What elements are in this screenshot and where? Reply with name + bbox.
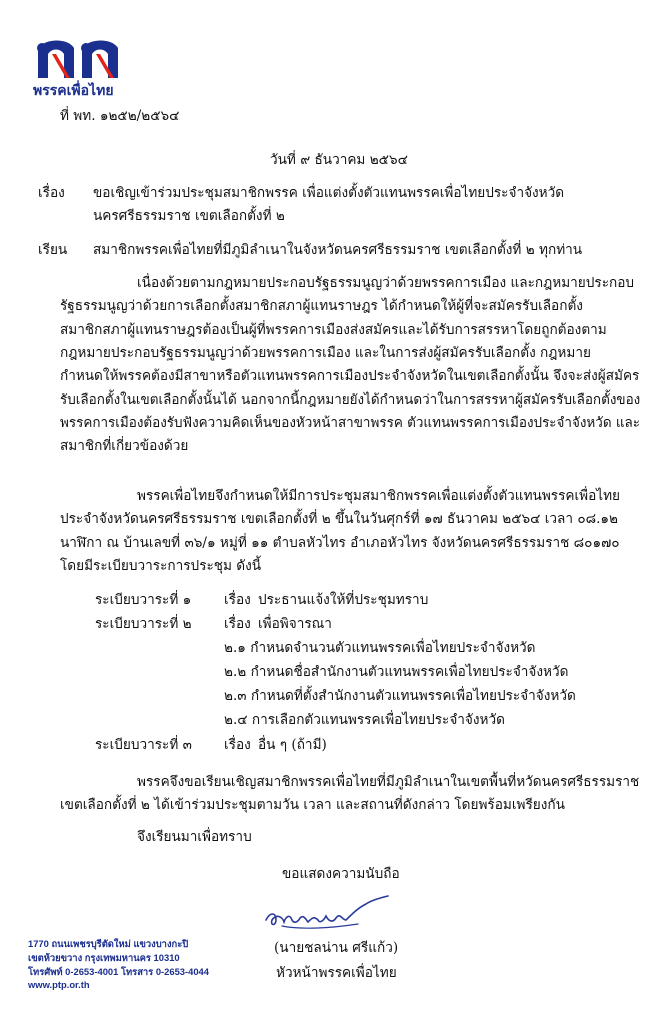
paragraph-line: กฎหมายประกอบรัฐธรรมนูญว่าด้วยพรรคการเมือง และในการส่งผู้สมัครรับเลือกตั้ง กฎหมาย bbox=[60, 344, 591, 361]
agenda-subitem: ๒.๒ กำหนดชื่อสำนักงานตัวแทนพรรคเพื่อไทยประจำจังหวัด bbox=[224, 664, 569, 680]
to-label: เรียน bbox=[38, 242, 68, 258]
footer-address-line: 1770 ถนนเพชรบุรีตัดใหม่ แขวงบางกะปิ bbox=[28, 938, 189, 949]
subject-line-2: นครศรีธรรมราช เขตเลือกตั้งที่ ๒ bbox=[93, 208, 285, 224]
subject-label: เรื่อง bbox=[38, 185, 65, 201]
party-name: พรรคเพื่อไทย bbox=[33, 82, 114, 98]
agenda-3-label: ระเบียบวาระที่ ๓ bbox=[95, 737, 192, 753]
footer-address-line: เขตห้วยขวาง กรุงเทพมหานคร 10310 bbox=[28, 952, 180, 963]
paragraph-line: พรรคจึงขอเรียนเชิญสมาชิกพรรคเพื่อไทยที่มีภูมิลำเนาในเขตพื้นที่หวัดนครศรีธรรมราช bbox=[137, 774, 640, 790]
paragraph-line: เขตเลือกตั้งที่ ๒ ได้เข้าร่วมประชุมตามวัน เวลา และสถานที่ดังกล่าว โดยพร้อมเพรียงกัน bbox=[60, 797, 565, 813]
paragraph-line: ประจำจังหวัดนครศรีธรรมราช เขตเลือกตั้งที่ ๒ ขึ้นในวันศุกร์ที่ ๑๗ ธันวาคม ๒๕๖๔ เวลา ๐๘.๑๒ bbox=[60, 511, 619, 528]
footer-website: www.ptp.or.th bbox=[28, 979, 90, 990]
agenda-1-label: ระเบียบวาระที่ ๑ bbox=[95, 592, 192, 608]
signer-position: หัวหน้าพรรคเพื่อไทย bbox=[276, 965, 397, 981]
paragraph-line: พรรคเพื่อไทยจึงกำหนดให้มีการประชุมสมาชิกพรรคเพื่อแต่งตั้งตัวแทนพรรคเพื่อไทย bbox=[137, 488, 621, 504]
agenda-3-text: อื่น ๆ (ถ้ามี) bbox=[258, 737, 327, 753]
party-logo-mark bbox=[32, 34, 128, 82]
agenda-1-text: ประธานแจ้งให้ที่ประชุมทราบ bbox=[258, 592, 429, 608]
agenda-2-label: ระเบียบวาระที่ ๒ bbox=[95, 616, 192, 632]
agenda-2-topic: เรื่อง bbox=[224, 616, 251, 632]
agenda-subitem: ๒.๑ กำหนดจำนวนตัวแทนพรรคเพื่อไทยประจำจังหวัด bbox=[224, 640, 536, 656]
agenda-subitem: ๒.๔ การเลือกตัวแทนพรรคเพื่อไทยประจำจังหวัด bbox=[224, 712, 505, 728]
closing-inform: จึงเรียนมาเพื่อทราบ bbox=[137, 829, 252, 845]
signature bbox=[262, 890, 392, 938]
reference-number: ที่ พท. ๑๒๕๒/๒๕๖๔ bbox=[60, 108, 180, 124]
paragraph-line: นาฬิกา ณ บ้านเลขที่ ๓๖/๑ หมู่ที่ ๑๑ ตำบลหัวไทร อำเภอหัวไทร จังหวัดนครศรีธรรมราช ๘๐๑๗๐ bbox=[60, 534, 620, 551]
party-logo bbox=[32, 34, 128, 86]
paragraph-line: รัฐธรรมนูญว่าด้วยการเลือกตั้งสมาชิกสภาผู้แทนราษฎร ได้กำหนดให้ผู้ที่จะสมัครรับเลือกตั้ง bbox=[60, 298, 583, 315]
signature-image bbox=[262, 890, 392, 934]
subject-line-1: ขอเชิญเข้าร่วมประชุมสมาชิกพรรค เพื่อแต่งตั้งตัวแทนพรรคเพื่อไทยประจำจังหวัด bbox=[93, 185, 565, 201]
agenda-1-topic: เรื่อง bbox=[224, 592, 251, 608]
closing-regards: ขอแสดงความนับถือ bbox=[282, 866, 400, 882]
letter-date: วันที่ ๙ ธันวาคม ๒๕๖๔ bbox=[270, 152, 408, 168]
to-text: สมาชิกพรรคเพื่อไทยที่มีภูมิลำเนาในจังหวัดนครศรีธรรมราช เขตเลือกตั้งที่ ๒ ทุกท่าน bbox=[93, 242, 583, 258]
agenda-2-text: เพื่อพิจารณา bbox=[258, 616, 332, 632]
paragraph-line: รับเลือกตั้งในเขตเลือกตั้งนั้นได้ นอกจากนี้กฎหมายยังได้กำหนดว่าในการสรรหาผู้สมัครรับเลือกตั้งของ bbox=[60, 391, 641, 408]
footer-address-line: โทรศัพท์ 0-2653-4001 โทรสาร 0-2653-4044 bbox=[28, 966, 209, 977]
paragraph-line: พรรคการเมืองต้องรับฟังความคิดเห็นของหัวหน้าสาขาพรรค ตัวแทนพรรคการเมืองประจำจังหวัด และ bbox=[60, 414, 641, 431]
paragraph-line: เนื่องด้วยตามกฎหมายประกอบรัฐธรรมนูญว่าด้วยพรรคการเมือง และกฎหมายประกอบ bbox=[137, 275, 635, 291]
paragraph-line: กำหนดให้พรรคต้องมีสาขาหรือตัวแทนพรรคการเมืองประจำจังหวัดในเขตเลือกตั้งนั้น จึงจะส่งผู้สมัคร bbox=[60, 368, 640, 385]
agenda-3-topic: เรื่อง bbox=[224, 737, 251, 753]
paragraph-line: สมาชิกที่เกี่ยวข้องด้วย bbox=[60, 438, 189, 455]
paragraph-line: สมาชิกสภาผู้แทนราษฎรต้องเป็นผู้ที่พรรคการเมืองส่งสมัครและได้รับการสรรหาโดยถูกต้องตาม bbox=[60, 321, 607, 338]
agenda-subitem: ๒.๓ กำหนดที่ตั้งสำนักงานตัวแทนพรรคเพื่อไทยประจำจังหวัด bbox=[224, 688, 576, 704]
paragraph-line: โดยมีระเบียบวาระการประชุม ดังนี้ bbox=[60, 557, 262, 574]
signer-name: (นายชลน่าน ศรีแก้ว) bbox=[274, 940, 399, 956]
